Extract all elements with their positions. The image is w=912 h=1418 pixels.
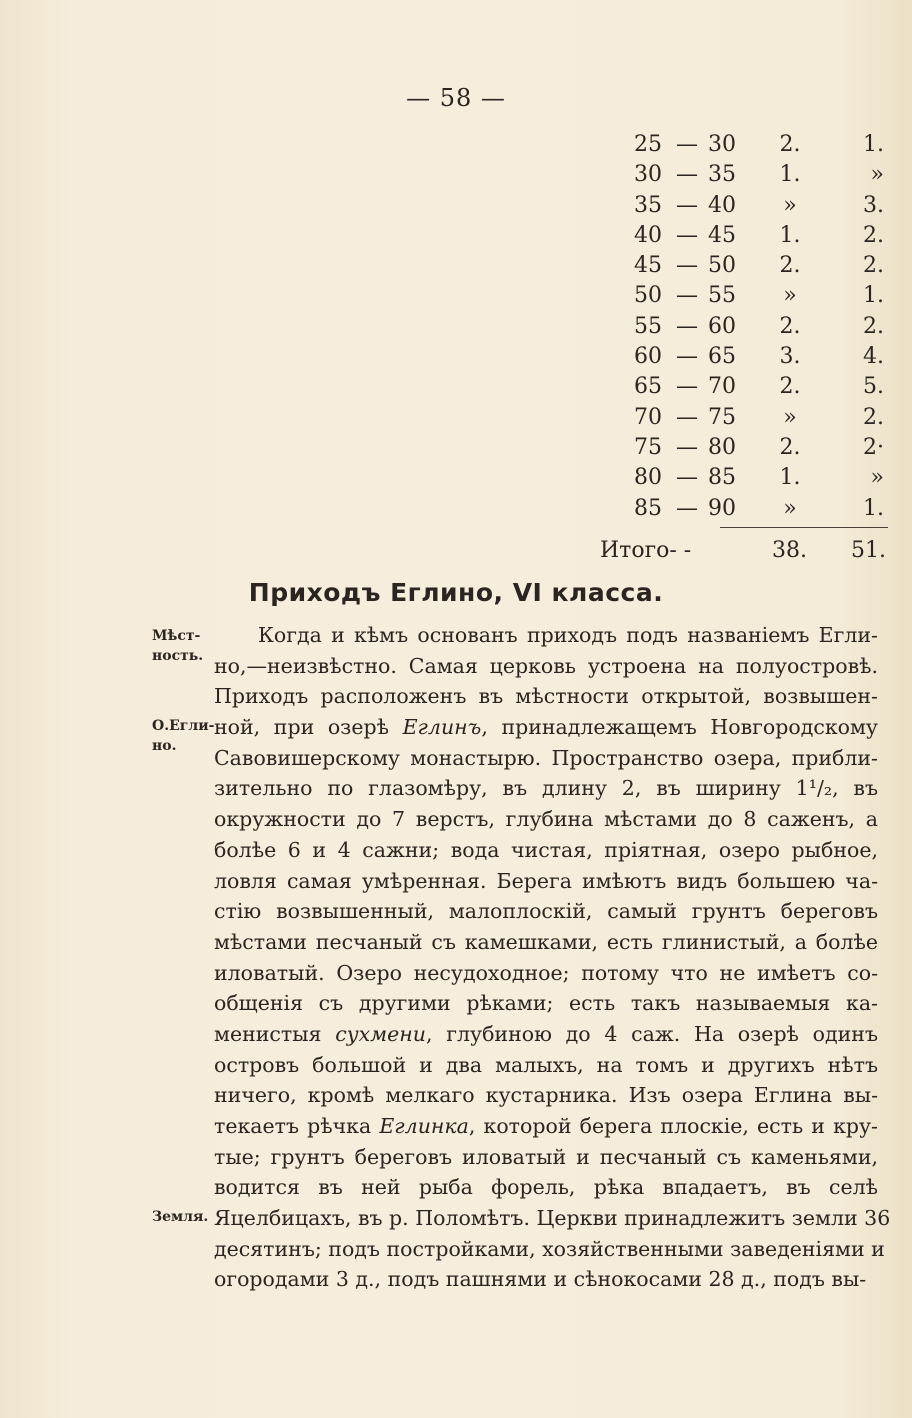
- range-from: 35: [634, 192, 662, 218]
- value-b: 4.: [863, 344, 884, 370]
- range-from: 60: [634, 344, 662, 370]
- table-row: [620, 191, 890, 221]
- body-line: огородами 3 д., подъ пашнями и сѣнокосами 28 д., подъ вы-: [214, 1267, 867, 1292]
- body-line: Приходъ расположенъ въ мѣстности открытой, возвышен-: [214, 684, 878, 709]
- range-to: 65: [708, 344, 736, 370]
- range-to: 60: [708, 313, 736, 339]
- table-row: [620, 463, 890, 493]
- body-line: иловатый. Озеро несудоходное; потому что не имѣетъ со-: [214, 960, 878, 985]
- range-to: 85: [708, 465, 736, 491]
- body-line: [214, 712, 878, 743]
- range-from: 45: [634, 253, 662, 279]
- italic-word: Еглинъ: [402, 715, 482, 740]
- range-dash: —: [676, 253, 698, 279]
- body-line: [214, 1111, 878, 1142]
- range-dash: —: [676, 222, 698, 248]
- age-table: [620, 130, 890, 524]
- value-b: 2.: [863, 222, 884, 248]
- range-to: 45: [708, 222, 736, 248]
- range-from: 70: [634, 404, 662, 430]
- body-line: островъ большой и два малыхъ, на томъ и другихъ нѣтъ: [214, 1052, 878, 1077]
- range-dash: —: [676, 374, 698, 400]
- value-a: 2.: [779, 374, 801, 400]
- range-from: 80: [634, 465, 662, 491]
- body-line: ловля самая умѣренная. Берега имѣютъ видъ большею ча-: [214, 868, 878, 893]
- range-dash: —: [676, 404, 698, 430]
- range-to: 55: [708, 283, 736, 309]
- italic-word: сухмени: [335, 1021, 426, 1046]
- body-line-start: менистыя: [214, 1021, 336, 1046]
- body-line: зительно по глазомѣру, въ длину 2, въ ширину 1¹/₂, въ: [214, 776, 878, 801]
- table-row: [620, 251, 890, 281]
- value-b: 1.: [863, 132, 884, 157]
- section-heading: Приходъ Еглино, VI класса.: [248, 578, 664, 607]
- total-a: 38.: [772, 538, 807, 563]
- value-a: »: [783, 283, 797, 309]
- body-line: Савовишерскому монастырю. Пространство озера, прибли-: [214, 745, 878, 770]
- body-line-tail: , которой берега плоскіе, есть и кру-: [468, 1114, 878, 1138]
- range-to: 35: [708, 162, 736, 188]
- table-row: [620, 160, 890, 190]
- body-line: [214, 1019, 878, 1050]
- body-line: общенія съ другими рѣками; есть такъ называемыя ка-: [214, 991, 878, 1016]
- range-to: 90: [708, 495, 736, 521]
- value-a: 3.: [779, 344, 801, 370]
- value-b: 3.: [863, 192, 884, 218]
- margin-note-locality: Мѣст- ность.: [152, 628, 204, 664]
- body-line: стію возвышенный, малоплоскій, самый грунтъ береговъ: [214, 899, 878, 924]
- range-dash: —: [676, 132, 698, 157]
- range-to: 40: [708, 192, 736, 218]
- range-to: 75: [708, 404, 736, 430]
- value-a: 1.: [779, 162, 801, 188]
- range-dash: —: [676, 162, 698, 188]
- value-b: »: [870, 465, 884, 491]
- range-from: 40: [634, 222, 662, 248]
- range-dash: —: [676, 495, 698, 521]
- table-row: [620, 221, 890, 251]
- body-line: тые; грунтъ береговъ иловатый и песчаный съ каменьями,: [214, 1144, 878, 1169]
- range-from: 30: [634, 162, 662, 188]
- range-to: 70: [708, 374, 736, 400]
- body-line: мѣстами песчаный съ камешками, есть глинистый, а болѣе: [214, 929, 878, 954]
- body-line: десятинъ; подъ постройками, хозяйственными заведеніями и: [214, 1236, 885, 1261]
- value-a: 1.: [779, 222, 801, 248]
- body-line: ничего, кромѣ мелкаго кустарника. Изъ озера Еглина вы-: [214, 1083, 878, 1108]
- value-b: 2.: [863, 253, 884, 279]
- value-b: 2·: [863, 434, 884, 460]
- table-row: [620, 130, 890, 160]
- table-row: [620, 281, 890, 311]
- value-a: »: [783, 495, 797, 521]
- body-line-start: текаетъ рѣчка: [214, 1114, 380, 1138]
- value-a: 2.: [779, 313, 801, 339]
- body-line: окружности до 7 верстъ, глубина мѣстами до 8 саженъ, а: [214, 807, 878, 832]
- range-from: 50: [634, 283, 662, 309]
- range-dash: —: [676, 283, 698, 309]
- range-from: 65: [634, 374, 662, 400]
- range-to: 50: [708, 253, 736, 279]
- body-line: водится въ ней рыба форель, рѣка впадаетъ, въ селѣ: [214, 1175, 878, 1200]
- value-a: 2.: [779, 253, 801, 279]
- table-row: [620, 342, 890, 372]
- value-b: 2.: [863, 313, 884, 339]
- value-a: »: [783, 192, 797, 218]
- value-b: 1.: [863, 495, 884, 521]
- value-b: 2.: [863, 404, 884, 430]
- body-line: но,—неизвѣстно. Самая церковь устроена на полуостровѣ.: [214, 653, 878, 678]
- body-paragraph: [214, 620, 891, 1295]
- body-line: болѣе 6 и 4 сажни; вода чистая, пріятная, озеро рыбное,: [214, 837, 878, 862]
- table-row: [620, 433, 890, 463]
- body-line-start: ной, при озерѣ: [214, 715, 403, 740]
- value-a: 1.: [779, 465, 801, 491]
- page-number: — 58 —: [406, 84, 506, 112]
- total-label: Итого- -: [600, 538, 692, 563]
- range-from: 25: [634, 132, 662, 157]
- value-b: »: [870, 162, 884, 188]
- value-a: 2.: [779, 434, 801, 460]
- value-a: »: [783, 404, 797, 430]
- total-b: 51.: [851, 538, 886, 563]
- margin-note-lake: О.Егли- но.: [152, 718, 215, 754]
- total-rule: [720, 527, 888, 528]
- range-dash: —: [676, 344, 698, 370]
- range-from: 55: [634, 313, 662, 339]
- table-row: [620, 403, 890, 433]
- value-b: 1.: [863, 283, 884, 309]
- table-row: [620, 494, 890, 524]
- margin-note-land: Земля.: [152, 1209, 209, 1225]
- body-line-tail: , глубиною до 4 саж. На озерѣ одинъ: [426, 1021, 878, 1046]
- value-a: 2.: [779, 132, 801, 157]
- body-line: Когда и кѣмъ основанъ приходъ подъ названіемъ Егли-: [258, 623, 878, 647]
- range-dash: —: [676, 192, 698, 218]
- range-from: 75: [634, 434, 662, 460]
- range-dash: —: [676, 465, 698, 491]
- table-total-row: [600, 536, 890, 566]
- table-row: [620, 312, 890, 342]
- italic-word: Еглинка: [379, 1114, 469, 1138]
- range-dash: —: [676, 434, 698, 460]
- value-b: 5.: [863, 374, 884, 400]
- range-from: 85: [634, 495, 662, 521]
- range-dash: —: [676, 313, 698, 339]
- table-row: [620, 372, 890, 402]
- body-line: Яцелбицахъ, въ р. Поломѣтъ. Церкви принадлежитъ земли 36: [214, 1206, 891, 1231]
- range-to: 30: [708, 132, 736, 157]
- range-to: 80: [708, 434, 736, 460]
- body-line-tail: , принадлежащемъ Новгородскому: [481, 715, 878, 740]
